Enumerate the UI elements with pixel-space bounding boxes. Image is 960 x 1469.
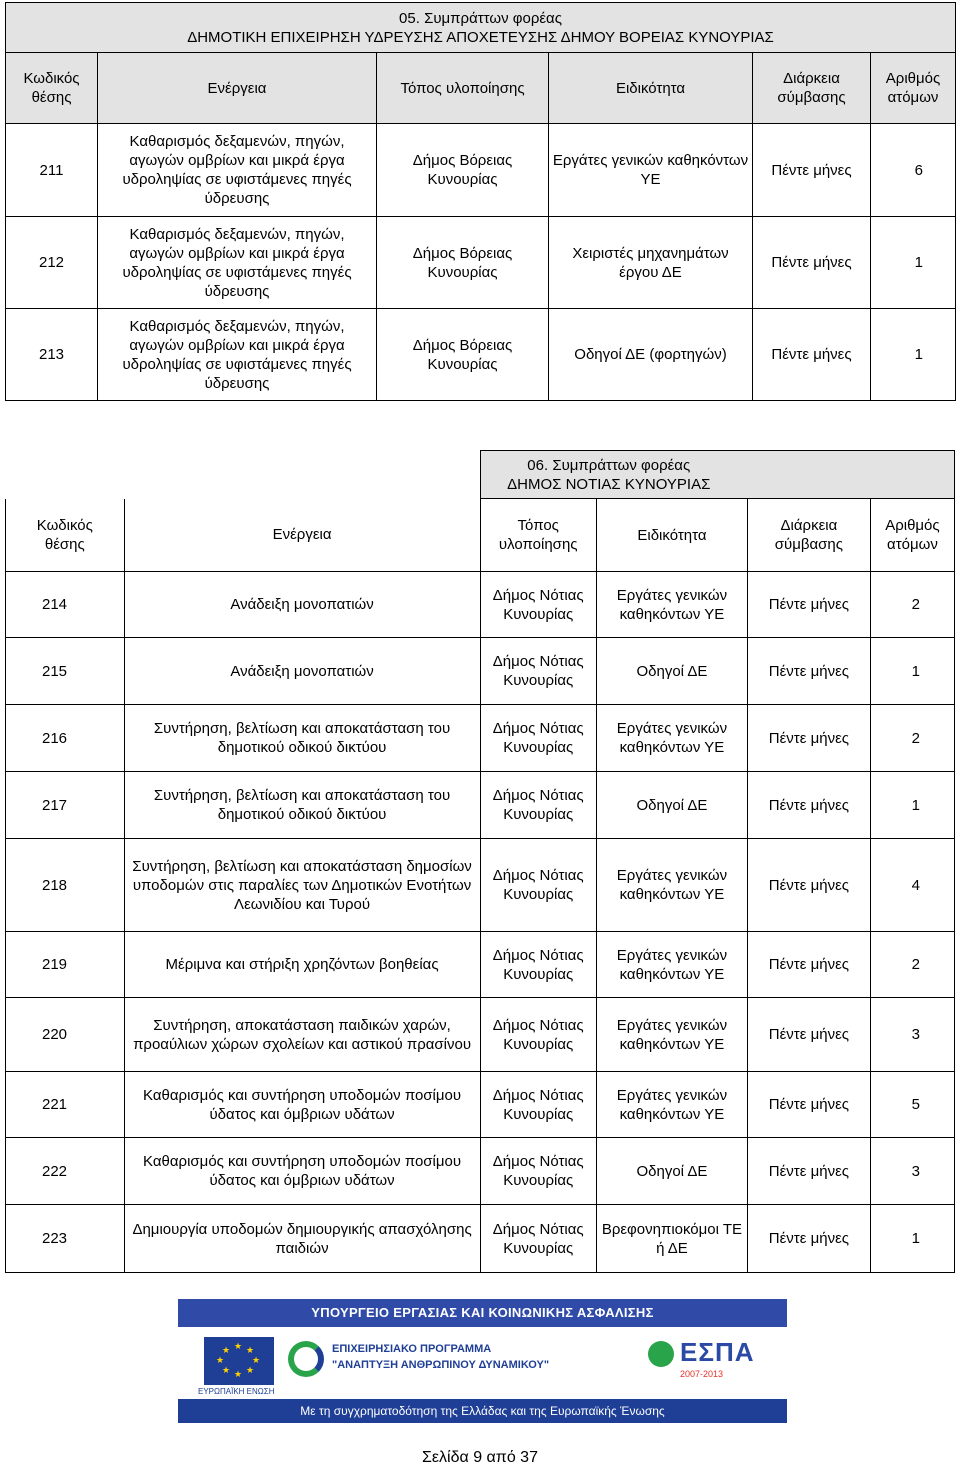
header-duration: Διάρκεια σύμβασης [747, 499, 870, 572]
program-arrow-icon [288, 1341, 324, 1377]
header-place: Τόπος υλοποίησης [480, 499, 596, 572]
header-action: Ενέργεια [98, 53, 377, 124]
table-row: 213 Καθαρισμός δεξαμενών, πηγών, αγωγών ομβρίων και μικρά έργα υδροληψίας σε υφιστάμενες πηγές ύδρευσης Δήμος Βόρειας Κυνουρίας Οδηγοί ΔΕ (φορτηγών) Πέντε μήνες 1 [6, 309, 956, 401]
table-row: 217 Συντήρηση, βελτίωση και αποκατάσταση του δημοτικού οδικού δικτύου Δήμος Νότιας Κυνουρίας Οδηγοί ΔΕ Πέντε μήνες 1 [6, 772, 955, 839]
section-title: 05. Συμπράττων φορέας ΔΗΜΟΤΙΚΗ ΕΠΙΧΕΙΡΗΣΗ ΥΔΡΕΥΣΗΣ ΑΠΟΧΕΤΕΥΣΗΣ ΔΗΜΟΥ ΒΟΡΕΙΑΣ ΚΥΝΟΥΡΙΑΣ [6, 3, 956, 53]
section-title: 06. Συμπράττων φορέας ΔΗΜΟΣ ΝΟΤΙΑΣ ΚΥΝΟΥΡΙΑΣ [480, 451, 955, 499]
header-code: Κωδικός θέσης [6, 499, 125, 572]
header-count: Αριθμός ατόμων [870, 499, 954, 572]
espa-mark-icon [648, 1341, 674, 1367]
table-row: 223 Δημιουργία υποδομών δημιουργικής απασχόλησης παιδιών Δήμος Νότιας Κυνουρίας Βρεφονηπιοκόμοι ΤΕ ή ΔΕ Πέντε μήνες 1 [6, 1205, 955, 1273]
table-row: 216 Συντήρηση, βελτίωση και αποκατάσταση του δημοτικού οδικού δικτύου Δήμος Νότιας Κυνουρίας Εργάτες γενικών καθηκόντων ΥΕ Πέντε μήνες 2 [6, 705, 955, 772]
table-row: 222 Καθαρισμός και συντήρηση υποδομών ποσίμου ύδατος και όμβριων υδάτων Δήμος Νότιας Κυνουρίας Οδηγοί ΔΕ Πέντε μήνες 3 [6, 1138, 955, 1205]
header-specialty: Ειδικότητα [596, 499, 747, 572]
table-row: 211 Καθαρισμός δεξαμενών, πηγών, αγωγών ομβρίων και μικρά έργα υδροληψίας σε υφιστάμενες πηγές ύδρευσης Δήμος Βόρειας Κυνουρίας Εργάτες γενικών καθηκόντων ΥΕ Πέντε μήνες 6 [6, 124, 956, 217]
funding-banner [178, 1299, 787, 1423]
ministry-label: ΥΠΟΥΡΓΕΙΟ ΕΡΓΑΣΙΑΣ ΚΑΙ ΚΟΙΝΩΝΙΚΗΣ ΑΣΦΑΛΙΣΗΣ [178, 1299, 787, 1327]
program-logo: ΕΠΙΧΕΙΡΗΣΙΑΚΟ ΠΡΟΓΡΑΜΜΑ "ΑΝΑΠΤΥΞΗ ΑΝΘΡΩΠΙΝΟΥ ΔΥΝΑΜΙΚΟΥ" [288, 1337, 588, 1387]
table-row: 218 Συντήρηση, βελτίωση και αποκατάσταση δημοσίων υποδομών στις παραλίες των Δημοτικών Ενοτήτων Λεωνιδίου και Τυρού Δήμος Νότιας Κυνουρίας Εργάτες γενικών καθηκόντων ΥΕ Πέντε μήνες 4 [6, 839, 955, 932]
table-row: 221 Καθαρισμός και συντήρηση υποδομών ποσίμου ύδατος και όμβριων υδάτων Δήμος Νότιας Κυνουρίας Εργάτες γενικών καθηκόντων ΥΕ Πέντε μήνες 5 [6, 1072, 955, 1138]
table-row: 220 Συντήρηση, αποκατάσταση παιδικών χαρών, προαύλιων χώρων σχολείων και αστικού πρασίνου Δήμος Νότιας Κυνουρίας Εργάτες γενικών καθηκόντων ΥΕ Πέντε μήνες 3 [6, 998, 955, 1072]
espa-logo: ΕΣΠΑ 2007-2013 [646, 1335, 766, 1389]
section-06-table [5, 450, 955, 1273]
header-code: Κωδικός θέσης [6, 53, 98, 124]
page-number: Σελίδα 9 από 37 [422, 1449, 538, 1466]
eu-flag-icon: ★ ★ ★ ★ ★ ★ ★ ★ [204, 1337, 274, 1385]
table-row: 219 Μέριμνα και στήριξη χρηζόντων βοηθείας Δήμος Νότιας Κυνουρίας Εργάτες γενικών καθηκόντων ΥΕ Πέντε μήνες 2 [6, 932, 955, 998]
cofunding-slogan: Με τη συγχρηματοδότηση της Ελλάδας και της Ευρωπαϊκής Ένωσης [300, 1404, 665, 1418]
table-row: 214 Ανάδειξη μονοπατιών Δήμος Νότιας Κυνουρίας Εργάτες γενικών καθηκόντων ΥΕ Πέντε μήνες 2 [6, 572, 955, 638]
header-action: Ενέργεια [124, 499, 480, 572]
header-duration: Διάρκεια σύμβασης [753, 53, 871, 124]
header-place: Τόπος υλοποίησης [377, 53, 549, 124]
table-row: 212 Καθαρισμός δεξαμενών, πηγών, αγωγών ομβρίων και μικρά έργα υδροληψίας σε υφιστάμενες πηγές ύδρευσης Δήμος Βόρειας Κυνουρίας Χειριστές μηχανημάτων έργου ΔΕ Πέντε μήνες 1 [6, 217, 956, 309]
table-row: 215 Ανάδειξη μονοπατιών Δήμος Νότιας Κυνουρίας Οδηγοί ΔΕ Πέντε μήνες 1 [6, 638, 955, 705]
header-count: Αριθμός ατόμων [871, 53, 956, 124]
header-specialty: Ειδικότητα [549, 53, 753, 124]
section-05-table [5, 2, 956, 401]
logos-strip: ★ ★ ★ ★ ★ ★ ★ ★ ΕΥΡΩΠΑΪΚΗ ΕΝΩΣΗ ΕΠΙΧΕΙΡΗΣΙΑΚΟ ΠΡΟΓΡΑΜΜΑ "ΑΝΑΠΤΥΞΗ ΑΝΘΡΩΠΙΝΟΥ ΔΥΝΑΜΙΚΟΥ" ΕΣΠΑ 2007-2013 [178, 1327, 787, 1399]
